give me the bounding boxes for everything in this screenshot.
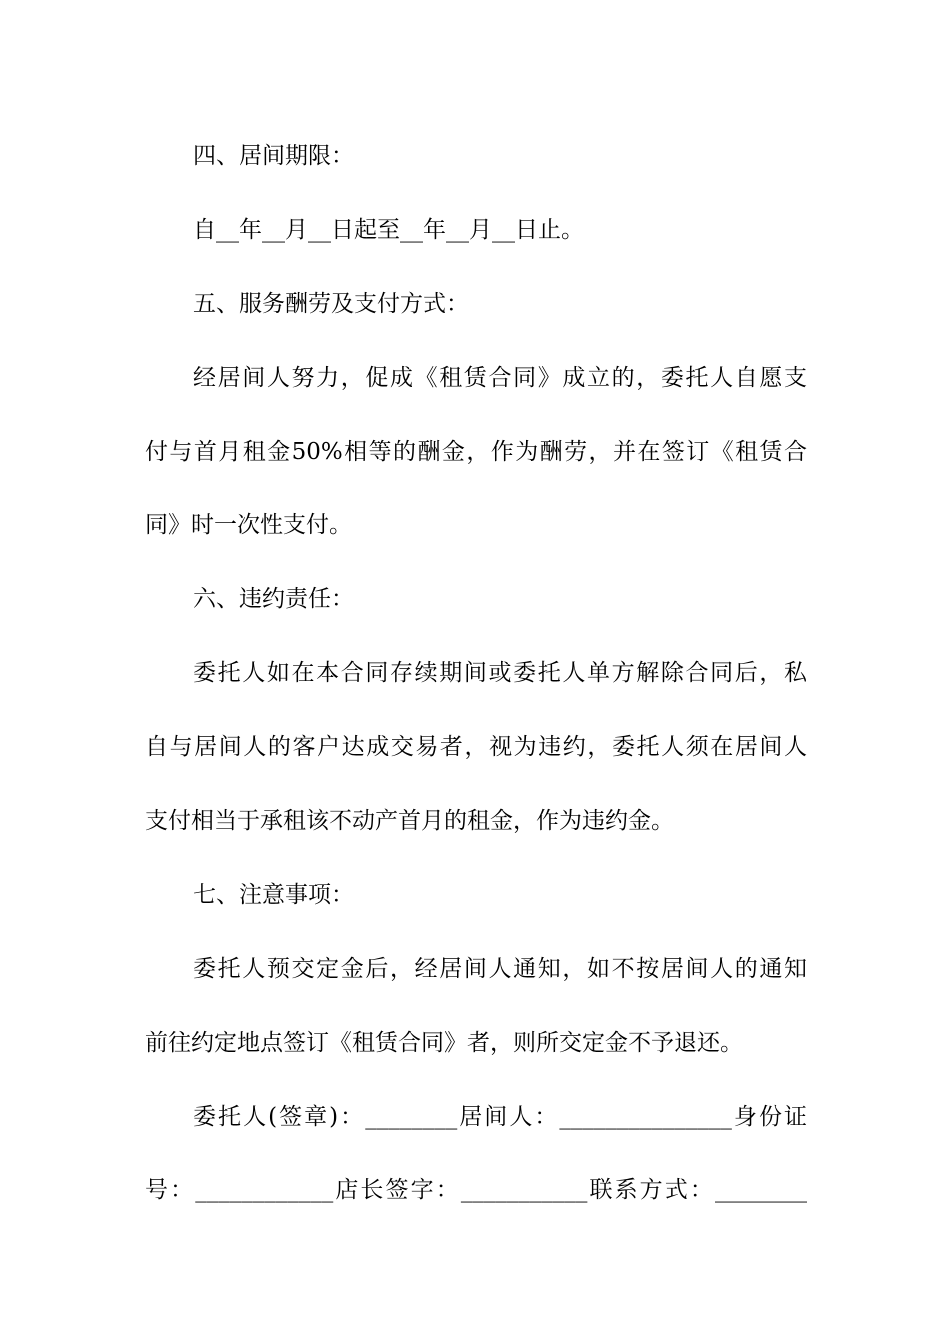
section-heading-liability: 六、违约责任： (193, 586, 354, 613)
payment-paragraph-line-1: 经居间人努力，促成《租赁合同》成立的，委托人自愿支 (193, 364, 807, 391)
signature-line-2: 号：____________店长签字：___________联系方式：________ (145, 1177, 807, 1204)
liability-paragraph-line-1: 委托人如在本合同存续期间或委托人单方解除合同后，私 (193, 660, 807, 687)
section-heading-term: 四、居间期限： (193, 143, 354, 169)
payment-paragraph-line-2: 付与首月租金50%相等的酬金，作为酬劳，并在签订《租赁合 (145, 438, 807, 465)
liability-paragraph-line-2: 自与居间人的客户达成交易者，视为违约，委托人须在居间人 (145, 734, 807, 761)
signature-line-1: 委托人(签章)：________居间人：_______________身份证 (193, 1103, 807, 1130)
document-body (145, 120, 807, 1228)
notes-paragraph-line-1: 委托人预交定金后，经居间人通知，如不按居间人的通知 (193, 955, 807, 982)
payment-paragraph-line-3: 同》时一次性支付。 (145, 512, 352, 539)
liability-paragraph-line-3: 支付相当于承租该不动产首月的租金，作为违约金。 (145, 808, 674, 835)
section-heading-payment: 五、服务酬劳及支付方式： (193, 290, 469, 317)
notes-paragraph-line-2: 前往约定地点签订《租赁合同》者，则所交定金不予退还。 (145, 1029, 743, 1056)
section-heading-notes: 七、注意事项： (193, 881, 354, 908)
term-period-line: 自__年__月__日起至__年__月__日止。 (193, 216, 584, 243)
